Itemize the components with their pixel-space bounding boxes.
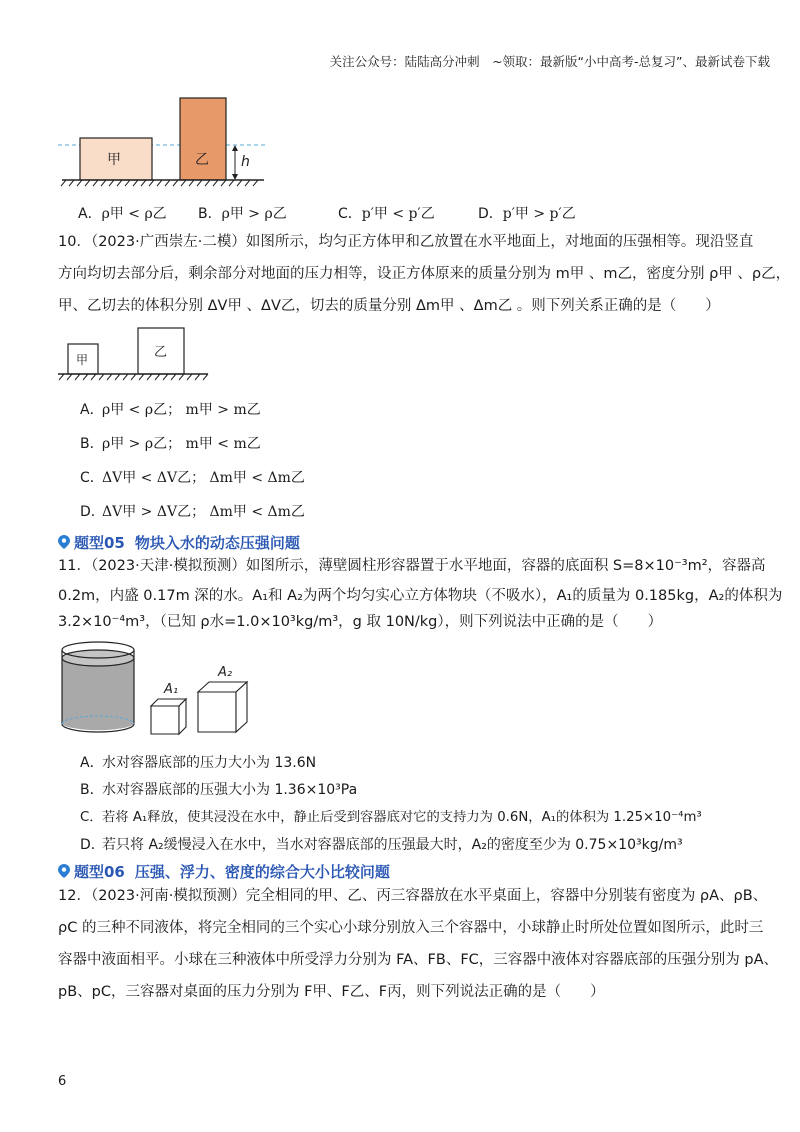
cube-label-yi: 乙 [154, 345, 168, 360]
cube-label-a2: A₂ [218, 665, 233, 680]
pin-icon [58, 864, 70, 878]
page-header: 关注公众号：陆陆高分冲刺 ~领取：最新版“小中高考-总复习”、最新试卷下载 [329, 54, 770, 69]
q12-line-2: ρC 的三种不同液体，将完全相同的三个实心小球分别放入三个容器中，小球静止时所处位置如图所示，此时三 [58, 920, 764, 936]
blocks-figure [58, 92, 268, 188]
label-yi: 乙 [195, 152, 209, 168]
container-cubes-figure [58, 640, 308, 740]
q12-line-3: 容器中液面相平。小球在三种液体中所受浮力分别为 FA、FB、FC，三容器中液体对容器底部的压强分别为 pA、 [58, 952, 779, 968]
label-jia: 甲 [107, 152, 121, 168]
cubes-figure [58, 322, 218, 384]
cube-label-jia: 甲 [76, 353, 89, 367]
q10-option-a[interactable]: A．ρ甲 < ρ乙； m甲 > m乙 [80, 402, 261, 418]
page-number: 6 [58, 1074, 67, 1089]
section-title: 物块入水的动态压强问题 [134, 533, 300, 552]
q10-line-3: 甲、乙切去的体积分别 ΔV甲 、ΔV乙，切去的质量分别 Δm甲 、Δm乙 。则下列关系正确的是（ ） [58, 298, 720, 314]
section-tag: 题型05 [74, 533, 125, 552]
section-05-heading [58, 531, 300, 553]
q12-line-1: 12．（2023·河南·模拟预测）完全相同的甲、乙、丙三容器放在水平桌面上，容器中分别装有密度为 ρA、ρB、 [58, 888, 768, 904]
q10-option-d[interactable]: D．ΔV甲 > ΔV乙； Δm甲 < Δm乙 [80, 504, 305, 520]
section-06-heading [58, 860, 390, 882]
q11-line-3: 3.2×10⁻⁴m³，（已知 ρ水=1.0×10³kg/m³，g 取 10N/kg），则下列说法中正确的是（ ） [58, 614, 663, 630]
q11-option-b[interactable]: B．水对容器底部的压强大小为 1.36×10³Pa [80, 782, 358, 798]
section-tag: 题型06 [74, 862, 125, 881]
q10-option-c[interactable]: C．ΔV甲 < ΔV乙； Δm甲 < Δm乙 [80, 470, 305, 486]
label-h: h [241, 154, 250, 170]
q10-option-b[interactable]: B．ρ甲 > ρ乙； m甲 < m乙 [80, 436, 261, 452]
q9-option-c[interactable]: C．p′甲 < p′乙 [338, 206, 435, 222]
pin-icon [58, 535, 70, 549]
q9-option-b[interactable]: B．ρ甲 > ρ乙 [198, 206, 287, 222]
section-title: 压强、浮力、密度的综合大小比较问题 [134, 862, 390, 881]
q10-line-2: 方向均切去部分后，剩余部分对地面的压力相等，设正方体原来的质量分别为 m甲 、m乙，密度分别 ρ甲 、ρ乙， [58, 266, 791, 282]
q9-option-d[interactable]: D．p′甲 > p′乙 [478, 206, 576, 222]
q11-line-2: 0.2m，内盛 0.17m 深的水。A₁和 A₂为两个均匀实心立方体物块（不吸水），A₁的质量为 0.185kg，A₂的体积为 [58, 588, 783, 604]
cube-label-a1: A₁ [164, 682, 179, 697]
q11-option-a[interactable]: A．水对容器底部的压力大小为 13.6N [80, 755, 317, 771]
q9-option-a[interactable]: A．ρ甲 < ρ乙 [78, 206, 167, 222]
q10-line-1: 10．（2023·广西崇左·二模）如图所示，均匀正方体甲和乙放置在水平地面上，对地面的压强相等。现沿竖直 [58, 234, 754, 250]
q11-option-d[interactable]: D．若只将 A₂缓慢浸入在水中，当水对容器底部的压强最大时，A₂的密度至少为 0.75×10³kg/m³ [80, 837, 683, 853]
q12-line-4: pB、pC，三容器对桌面的压力分别为 F甲、F乙、F丙，则下列说法正确的是（ ） [58, 984, 605, 1000]
q11-line-1: 11．（2023·天津·模拟预测）如图所示，薄壁圆柱形容器置于水平地面，容器的底面积 S=8×10⁻³m²，容器高 [58, 558, 766, 574]
q11-option-c[interactable]: C．若将 A₁释放，使其浸没在水中，静止后受到容器底对它的支持力为 0.6N，A₁的体积为 1.25×10⁻⁴m³ [80, 810, 702, 825]
